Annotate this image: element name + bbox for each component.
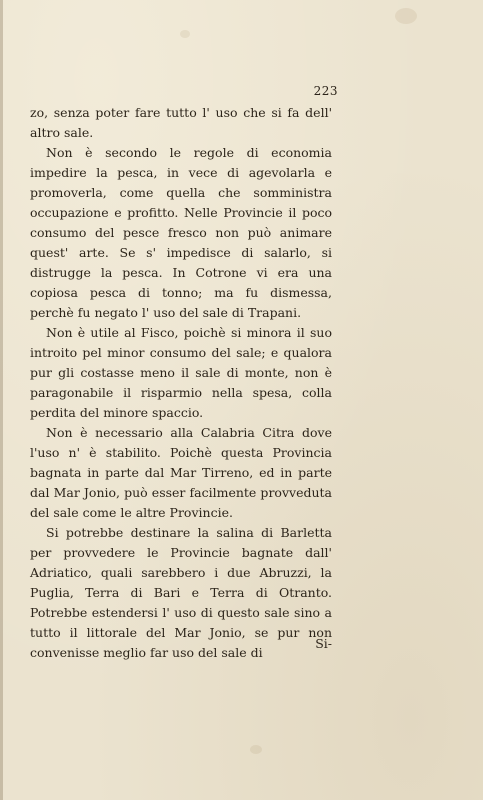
paper-stain xyxy=(395,8,417,24)
page-gutter-shadow xyxy=(0,0,3,800)
body-text xyxy=(30,103,332,663)
paragraph: zo, senza poter fare tutto l' uso che si fa dell' altro sale. xyxy=(30,105,332,140)
paper-stain xyxy=(250,745,262,754)
page-number: 223 xyxy=(313,84,338,98)
paragraph: Non è secondo le regole di economia impedire la pesca, in vece di agevolarla e promoverla, come quella che somministra occupazione e profitto. Nelle Provincie il poco consumo del pesce fresco non può animare quest' arte. Se s' impedisce di salarlo, si distrugge la pesca. In Cotrone vi era una copiosa pesca di tonno; ma fu dismessa, perchè fu negato l' uso del sale di Trapani. xyxy=(30,145,332,320)
paragraph: Non è necessario alla Calabria Citra dove l'uso n' è stabilito. Poichè questa Provincia bagnata in parte dal Mar Tirreno, ed in parte dal Mar Jonio, può esser facilmente provveduta del sale come le altre Provincie. xyxy=(30,425,332,520)
paragraph: Non è utile al Fisco, poichè si minora il suo introito pel minor consumo del sale; e qualora pur gli costasse meno il sale di monte, non è paragonabile il risparmio nella spesa, colla perdita del minore spaccio. xyxy=(30,325,332,420)
paragraph: Si potrebbe destinare la salina di Barletta per provvedere le Provincie bagnate dall' Adriatico, quali sarebbero i due Abruzzi, la Puglia, Terra di Bari e Terra di Otranto. Potrebbe estendersi l' uso di questo sale sino a tutto il littorale del Mar Jonio, se pur non convenisse meglio far uso del sale di xyxy=(30,525,332,660)
catchword: Si- xyxy=(315,636,332,651)
paper-stain xyxy=(180,30,190,38)
